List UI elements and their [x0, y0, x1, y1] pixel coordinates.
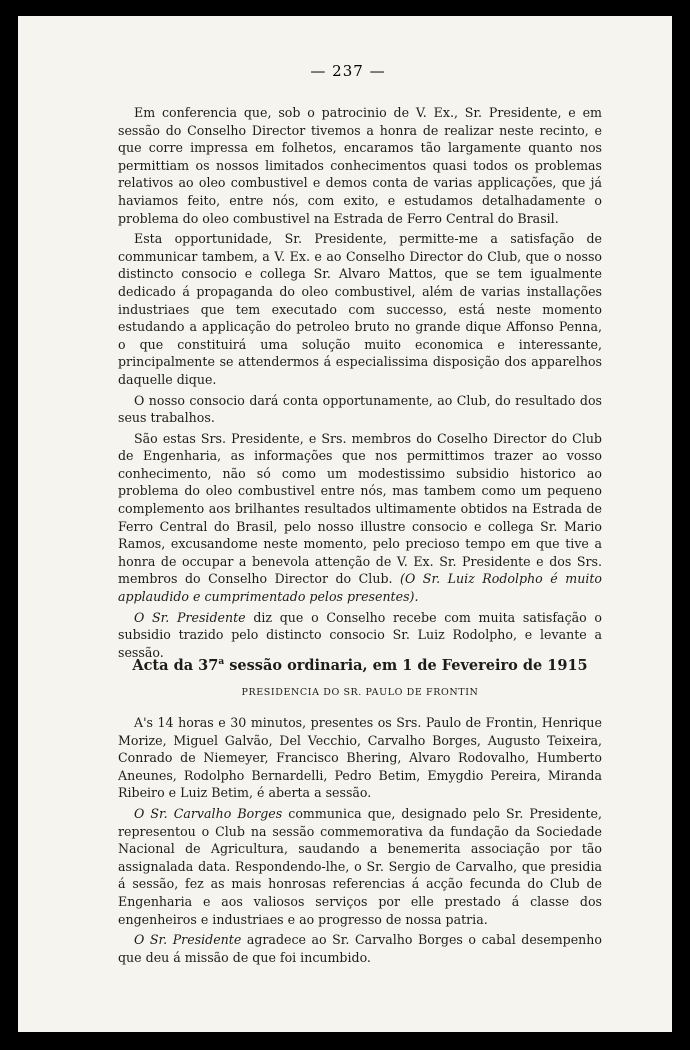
applause-note: (O Sr. Luiz Rodolpho é muito applaudido e cumprimentado pelos presentes).	[118, 571, 602, 605]
speaker-carvalho-borges: O Sr. Carvalho Borges	[134, 805, 283, 821]
paragraph-opportunity: Esta opportunidade, Sr. Presidente, permitte-me a satisfação de communicar tambem, a V. Ex. e ao Conselho Director do Club, que o nosso distincto consocio e collega Sr. Alvaro Mattos, que se tem igualmente dedicado á propaganda do oleo combustivel, além de varias installações industriaes que tem executado com successo, está neste momento estudando a applicação do petroleo bruto no grande dique Affonso Penna, o que constituirá uma solução muito economica e interessante, principalmente se attendermos á especialissima disposição dos apparelhos daquelle dique.	[118, 231, 602, 387]
document-page	[18, 16, 672, 1032]
paragraph-president-thanks	[118, 931, 602, 966]
speaker-president-2: O Sr. Presidente	[134, 932, 242, 948]
heading-main: Acta da 37	[132, 656, 219, 674]
paragraph-carvalho-borges	[118, 805, 602, 928]
paragraph-closing-remarks	[118, 430, 602, 606]
heading-rest: sessão ordinaria, em 1 de Fevereiro de 1915	[229, 656, 588, 674]
minutes-continuation	[118, 104, 602, 661]
page-number: — 237 —	[310, 62, 386, 80]
carvalho-borges-text: communica que, designado pelo Sr. Presidente, representou o Club na sessão commemorativa da fundação da Sociedade Nacional de Agricultura, saudando a benemerita associação por tão assignalada data. Respondendo-lhe, o Sr. Sergio de Carvalho, que presidia á sessão, fez as mais honrosas referencias á acção fecunda do Club de Engenharia e aos valiosos serviços por elle prestado á classe dos engenheiros e industriaes e ao progresso de nossa patria.	[118, 805, 602, 927]
president-closes-text: diz que o Conselho recebe com muita satisfação o subsidio trazido pelo distincto consocio Sr. Luiz Rodolpho, e levante a sessão.	[118, 609, 602, 660]
minutes-37th-session	[118, 714, 602, 966]
paragraph-attendance: A's 14 horas e 30 minutos, presentes os Srs. Paulo de Frontin, Henrique Morize, Miguel Galvão, Del Vecchio, Carvalho Borges, Augusto Teixeira, Conrado de Niemeyer, Francisco Bhering, Alvaro Rodovalho, Humberto Aneunes, Rodolpho Bernardelli, Pedro Betim, Emygdio Pereira, Miranda Ribeiro e Luiz Betim, é aberta a sessão.	[118, 715, 602, 801]
speaker-president: O Sr. Presidente	[134, 609, 246, 625]
section-subheading: PRESIDENCIA DO SR. PAULO DE FRONTIN	[241, 687, 479, 698]
section-heading	[118, 652, 602, 676]
paragraph-report: O nosso consocio dará conta opportunamente, ao Club, do resultado dos seus trabalhos.	[118, 392, 602, 426]
paragraph-conference: Em conferencia que, sob o patrocinio de V. Ex., Sr. Presidente, e em sessão do Conselho Director tivemos a honra de realizar neste recinto, e que corre impressa em folhetos, encaramos tão largamente quanto nos permittiam os nossos limitados conhecimentos quasi todos os problemas relativos ao oleo combustivel e demos conta de varias applicações, que já haviamos feito, entre nós, com exito, e estudamos detalhadamente o problema do oleo combustivel na Estrada de Ferro Central do Brasil.	[118, 105, 602, 226]
closing-remarks-text: São estas Srs. Presidente, e Srs. membros do Coselho Director do Club de Engenharia, as informações que nos permittimos trazer ao vosso conhecimento, não só como um modestissimo subsidio historico ao problema do oleo combustivel entre nós, mas tambem como um pequeno complemento aos brilhantes resultados ultimamente obtidos na Estrada de Ferro Central do Brasil, pelo nosso illustre consocio e collega Sr. Mario Ramos, excusandome neste momento, pelo precioso tempo em que tive a honra de occupar a benevola attenção de V. Ex. Sr. Presidente e dos Srs. membros do Conselho Director do Club.	[118, 430, 602, 587]
president-thanks-text: agradece ao Sr. Carvalho Borges o cabal desempenho que deu á missão de que foi incumbido.	[118, 932, 602, 965]
heading-ordinal: a	[218, 657, 225, 667]
